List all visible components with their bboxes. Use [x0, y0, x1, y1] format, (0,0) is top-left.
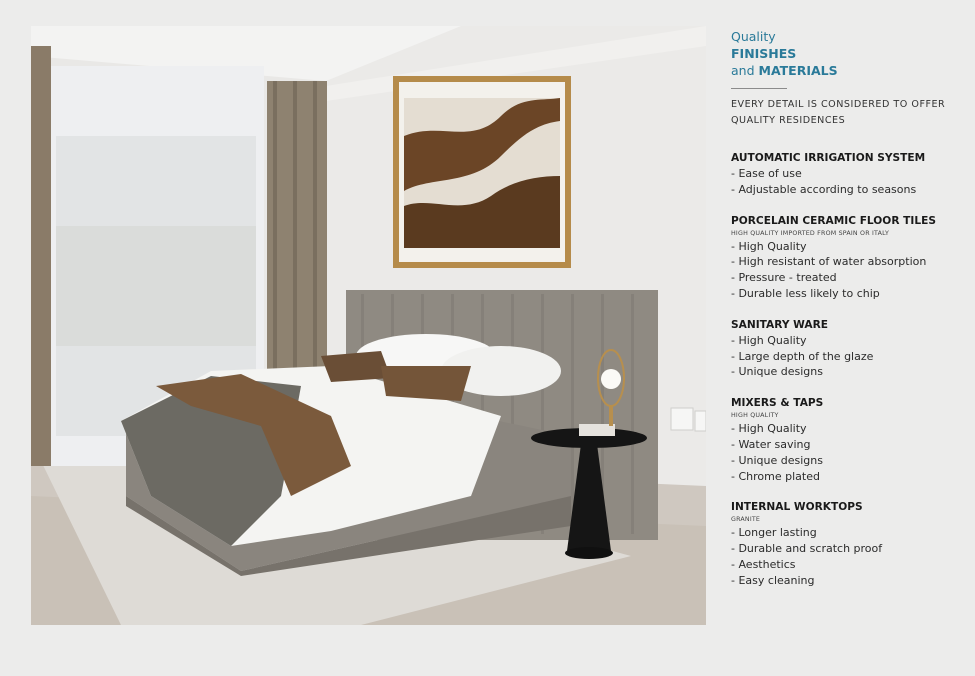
section-title: MIXERS & TAPS: [731, 397, 824, 410]
section-irrigation: [731, 151, 967, 198]
list-item: - Longer lasting: [731, 526, 817, 540]
list-item: - Chrome plated: [731, 469, 820, 483]
list-item: - Easy cleaning: [731, 573, 815, 587]
list-item: - High Quality: [731, 422, 807, 436]
heading-divider: [731, 88, 787, 89]
list-item: - Adjustable according to seasons: [731, 182, 917, 196]
list-item: - Water saving: [731, 437, 811, 451]
bedroom-photo: [31, 26, 706, 625]
list-item: - Unique designs: [731, 453, 823, 467]
list-item: - High Quality: [731, 239, 807, 253]
list-item: - Aesthetics: [731, 557, 796, 571]
list-item: - Ease of use: [731, 167, 802, 180]
heading-materials: and MATERIALS: [731, 63, 838, 78]
list-item: - Durable and scratch proof: [731, 542, 883, 556]
list-item: - High Quality: [731, 333, 807, 347]
section-title: INTERNAL WORKTOPS: [731, 501, 863, 514]
finishes-panel: [731, 28, 967, 589]
section-floor-tiles: [731, 214, 967, 302]
heading-quality: Quality: [731, 29, 776, 44]
section-worktops: [731, 500, 967, 588]
section-mixers-taps: [731, 396, 967, 484]
section-sanitary-ware: [731, 318, 967, 380]
list-item: - Pressure - treated: [731, 271, 837, 285]
list-item: - Large depth of the glaze: [731, 349, 874, 363]
intro-line-1: EVERY DETAIL IS CONSIDERED TO OFFER: [731, 99, 946, 110]
list-item: - Durable less likely to chip: [731, 286, 880, 300]
section-title: AUTOMATIC IRRIGATION SYSTEM: [731, 152, 926, 164]
heading-finishes: FINISHES: [731, 46, 797, 61]
section-subtitle: HIGH QUALITY IMPORTED FROM SPAIN OR ITALY: [731, 229, 890, 237]
section-subtitle: GRANITE: [731, 516, 761, 524]
section-title: PORCELAIN CERAMIC FLOOR TILES: [731, 214, 936, 227]
section-subtitle: HIGH QUALITY: [731, 412, 779, 420]
intro-line-2: QUALITY RESIDENCES: [731, 115, 846, 126]
section-title: SANITARY WARE: [731, 318, 828, 331]
list-item: - High resistant of water absorption: [731, 255, 927, 269]
list-item: - Unique designs: [731, 365, 823, 379]
